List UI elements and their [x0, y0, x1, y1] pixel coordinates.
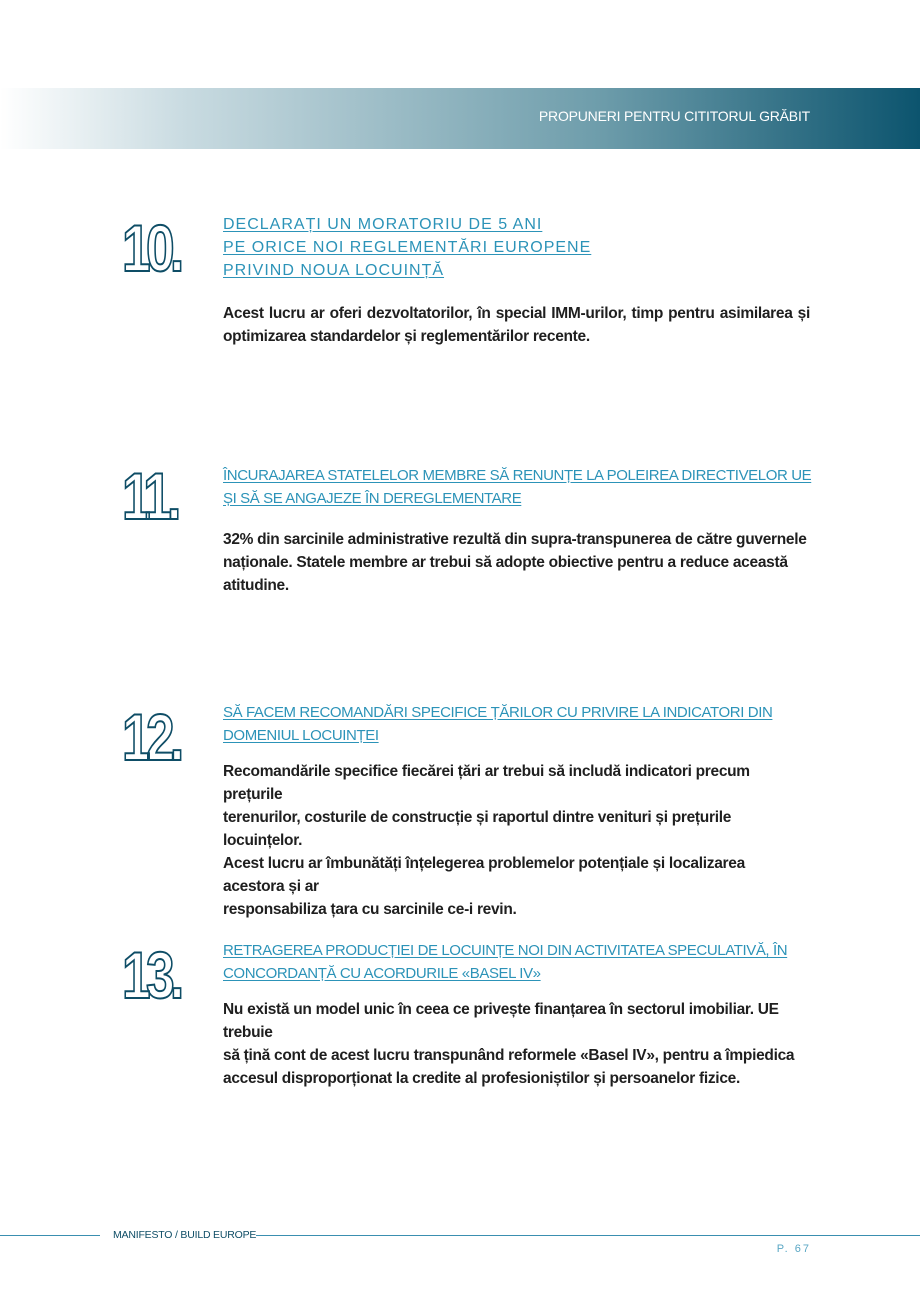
section-number: 11. — [122, 459, 177, 533]
footer-label: MANIFESTO / BUILD EUROPE — [113, 1229, 257, 1241]
section-number: 10. — [122, 211, 180, 285]
section-body: 32% din sarcinile administrative rezultă din supra-transpunerea de către guvernele naționale. Statele membre ar trebui să adopte obiective pentru a reduce această atitudine. — [223, 531, 807, 594]
section-number: 12. — [122, 700, 180, 774]
section-heading: ÎNCURAJAREA STATELELOR MEMBRE SĂ RENUNȚE LA POLEIREA DIRECTIVELOR UE ȘI SĂ SE ANGAJEZE ÎN DEREGLEMENTARE — [223, 467, 812, 507]
header-band — [0, 88, 920, 149]
footer-divider-right — [256, 1235, 920, 1236]
section-body: Acest lucru ar oferi dezvoltatorilor, în special IMM-urilor, timp pentru asimilarea și optimizarea standardelor și reglementărilor recente. — [223, 305, 810, 345]
section-body: Recomandările specifice fiecărei țări ar trebui să includă indicatori precum prețurile terenurilor, costurile de construcție și raportul dintre venituri și prețurile locuințelor. Acest lucru ar îmbunătăți înțelegerea problemelor potențiale și localizarea acestora și ar responsabiliza țara cu sarcinile ce-i revin. — [223, 763, 750, 918]
page-number: P. 67 — [776, 1243, 811, 1255]
section-heading: SĂ FACEM RECOMANDĂRI SPECIFICE ȚĂRILOR CU PRIVIRE LA INDICATORI DIN DOMENIUL LOCUINȚEI — [223, 704, 773, 744]
section-heading: RETRAGEREA PRODUCȚIEI DE LOCUINȚE NOI DIN ACTIVITATEA SPECULATIVĂ, ÎN CONCORDANȚĂ CU ACORDURILE «BASEL IV» — [223, 942, 788, 982]
section-number: 13. — [122, 938, 180, 1012]
header-title: PROPUNERI PENTRU CITITORUL GRĂBIT — [538, 108, 810, 124]
section-body: Nu există un model unic în ceea ce privește finanțarea în sectorul imobiliar. UE trebuie să țină cont de acest lucru transpunând reformele «Basel IV», pentru a împiedica accesul disproporționat la credite al profesioniștilor și persoanelor fizice. — [223, 1001, 795, 1087]
footer-divider-left — [0, 1235, 100, 1236]
section-heading: DECLARAȚI UN MORATORIU DE 5 ANI PE ORICE NOI REGLEMENTĂRI EUROPENE PRIVIND NOUA LOCUINȚĂ — [223, 216, 592, 279]
